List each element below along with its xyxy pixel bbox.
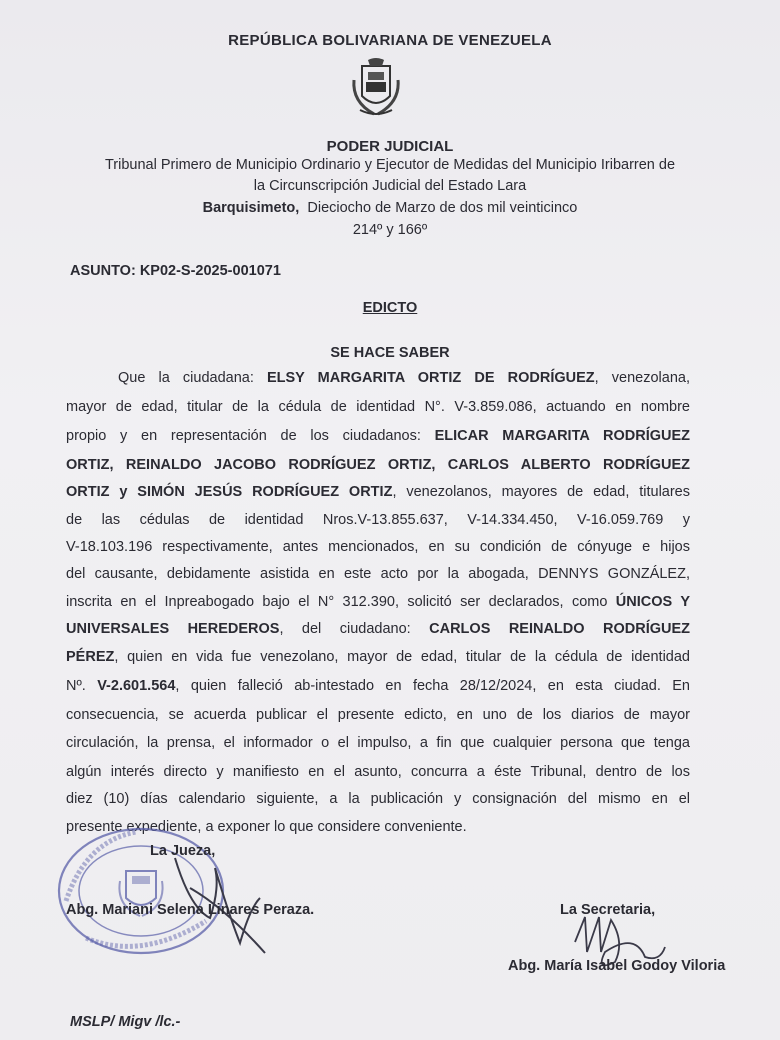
body-line: PÉREZ, quien en vida fue venezolano, mayor de edad, titular de la cédula de identidad <box>66 649 690 665</box>
body-line: V-18.103.196 respectivamente, antes mencionados, en su condición de cónyuge e hijos <box>66 539 690 555</box>
body-line: circulación, la prensa, el informador o el impulso, a fin que cualquier persona que tenga <box>66 735 690 751</box>
power-heading: PODER JUDICIAL <box>326 138 454 155</box>
body-line: ORTIZ, REINALDO JACOBO RODRÍGUEZ ORTIZ, CARLOS ALBERTO RODRÍGUEZ <box>66 457 690 473</box>
initials-footer: MSLP/ Migv /lc.- <box>70 1014 181 1030</box>
case-number: ASUNTO: KP02-S-2025-001071 <box>70 263 281 279</box>
secretary-name: Abg. María Isabel Godoy Viloria <box>508 958 726 974</box>
body-line: inscrita en el Inpreabogado bajo el N° 312.390, solicitó ser declarados, como ÚNICOS Y <box>66 594 690 610</box>
body-line: consecuencia, se acuerda publicar el presente edicto, en uno de los diarios de mayor <box>66 707 690 723</box>
body-line: UNIVERSALES HEREDEROS, del ciudadano: CARLOS REINALDO RODRÍGUEZ <box>66 621 690 637</box>
body-line: del causante, debidamente asistida en este acto por la abogada, DENNYS GONZÁLEZ, <box>66 566 690 582</box>
years-line: 214º y 166º <box>352 222 428 238</box>
date-line <box>0 200 780 216</box>
judge-name: Abg. Mariani Selena Linares Peraza. <box>66 902 315 918</box>
coat-of-arms-seal <box>346 58 406 120</box>
republic-heading: REPÚBLICA BOLIVARIANA DE VENEZUELA <box>228 32 552 49</box>
document-subtitle: SE HACE SABER <box>330 345 450 361</box>
document-title: EDICTO <box>362 300 418 316</box>
date: Dieciocho de Marzo de dos mil veinticinco <box>307 200 578 216</box>
court-line-1: Tribunal Primero de Municipio Ordinario y Ejecutor de Medidas del Municipio Iribarren de <box>104 157 676 173</box>
secretary-label: La Secretaria, <box>560 902 656 918</box>
judge-label: La Jueza, <box>150 843 216 859</box>
body-line: de las cédulas de identidad Nros.V-13.855.637, V-14.334.450, V-16.059.769 y <box>66 512 690 528</box>
body-line: algún interés directo y manifiesto en el asunto, concurra a éste Tribunal, dentro de los <box>66 764 690 780</box>
body-line: Que la ciudadana: ELSY MARGARITA ORTIZ DE RODRÍGUEZ, venezolana, <box>118 370 690 386</box>
court-line-2: la Circunscripción Judicial del Estado Lara <box>253 178 527 194</box>
city: Barquisimeto, <box>202 200 300 216</box>
body-line: mayor de edad, titular de la cédula de identidad N°. V-3.859.086, actuando en nombre <box>66 399 690 415</box>
body-line: ORTIZ y SIMÓN JESÚS RODRÍGUEZ ORTIZ, venezolanos, mayores de edad, titulares <box>66 484 690 500</box>
body-line: propio y en representación de los ciudadanos: ELICAR MARGARITA RODRÍGUEZ <box>66 428 691 444</box>
body-line: presente expediente, a exponer lo que considere conveniente. <box>66 819 467 835</box>
body-line: Nº. V-2.601.564, quien falleció ab-intestado en fecha 28/12/2024, en esta ciudad. En <box>66 678 690 694</box>
body-line: diez (10) días calendario siguiente, a la publicación y consignación del mismo en el <box>66 791 690 807</box>
